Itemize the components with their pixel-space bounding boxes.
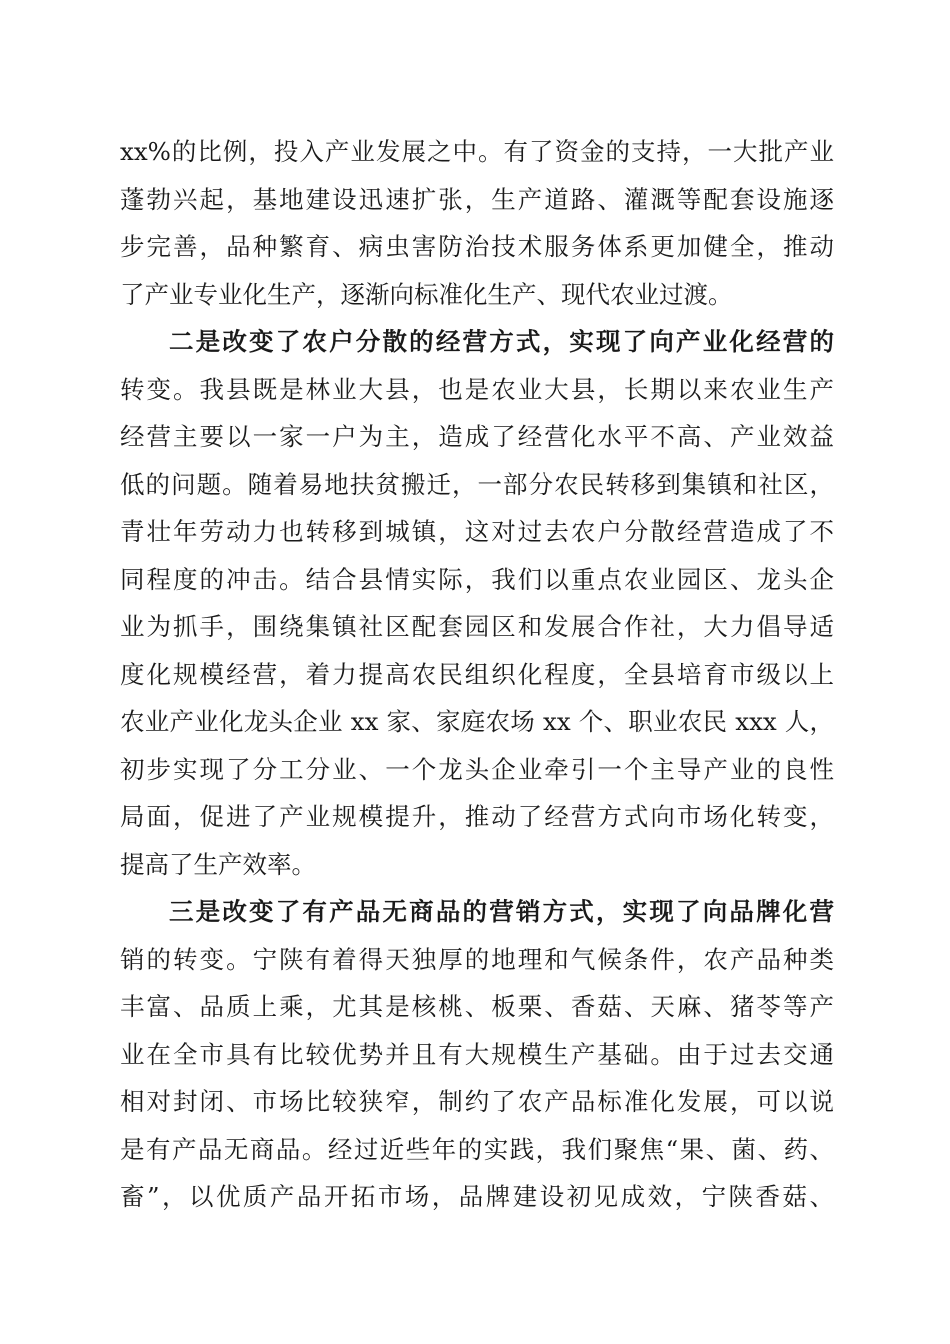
paragraph-2-line-9: 农业产业化龙头企业 xx 家、家庭农场 xx 个、职业农民 xxx 人， — [120, 707, 834, 736]
paragraph-1-line-2: 蓬勃兴起，基地建设迅速扩张，生产道路、灌溉等配套设施逐 — [120, 184, 834, 214]
paragraph-2-heading-line-1: 二是改变了农户分散的经营方式，实现了向产业化经营的 — [169, 327, 834, 356]
paragraph-2-line-3: 经营主要以一家一户为主，造成了经营化水平不高、产业效益 — [120, 422, 834, 451]
paragraph-2-line-6: 同程度的冲击。结合县情实际，我们以重点农业园区、龙头企 — [120, 564, 834, 594]
paragraph-2-line-11: 局面，促进了产业规模提升，推动了经营方式向市场化转变， — [120, 802, 834, 831]
paragraph-3-line-2: 销的转变。宁陕有着得天独厚的地理和气候条件，农产品种类 — [120, 944, 834, 974]
paragraph-2-line-7: 业为抓手，围绕集镇社区配套园区和发展合作社，大力倡导适 — [120, 612, 834, 641]
paragraph-1-line-3: 步完善，品种繁育、病虫害防治技术服务体系更加健全，推动 — [120, 232, 834, 261]
paragraph-1-line-4: 了产业专业化生产，逐渐向标准化生产、现代农业过渡。 — [120, 279, 733, 309]
paragraph-3-heading-line-1: 三是改变了有产品无商品的营销方式，实现了向品牌化营 — [169, 897, 834, 926]
paragraph-2-line-8: 度化规模经营，着力提高农民组织化程度，全县培育市级以上 — [120, 659, 834, 689]
paragraph-3-line-7: 畜”，以优质产品开拓市场，品牌建设初见成效，宁陕香菇、 — [120, 1182, 834, 1211]
paragraph-3-line-6: 是有产品无商品。经过近些年的实践，我们聚焦“果、菌、药、 — [120, 1134, 834, 1164]
paragraph-3-line-4: 业在全市具有比较优势并且有大规模生产基础。由于过去交通 — [120, 1039, 834, 1069]
paragraph-1-line-1: xx%的比例，投入产业发展之中。有了资金的支持，一大批产业 — [120, 137, 834, 166]
paragraph-3-line-5: 相对封闭、市场比较狭窄，制约了农产品标准化发展，可以说 — [120, 1087, 834, 1116]
paragraph-2-line-4: 低的问题。随着易地扶贫搬迁，一部分农民转移到集镇和社区， — [120, 469, 834, 499]
paragraph-2-line-10: 初步实现了分工分业、一个龙头企业牵引一个主导产业的良性 — [120, 754, 834, 784]
paragraph-3-line-3: 丰富、品质上乘，尤其是核桃、板栗、香菇、天麻、猪苓等产 — [120, 992, 834, 1021]
paragraph-2-line-12: 提高了生产效率。 — [120, 849, 316, 879]
paragraph-2-line-2: 转变。我县既是林业大县，也是农业大县，长期以来农业生产 — [120, 374, 834, 404]
document-body — [120, 128, 834, 1221]
paragraph-2-line-5: 青壮年劳动力也转移到城镇，这对过去农户分散经营造成了不 — [120, 517, 834, 546]
